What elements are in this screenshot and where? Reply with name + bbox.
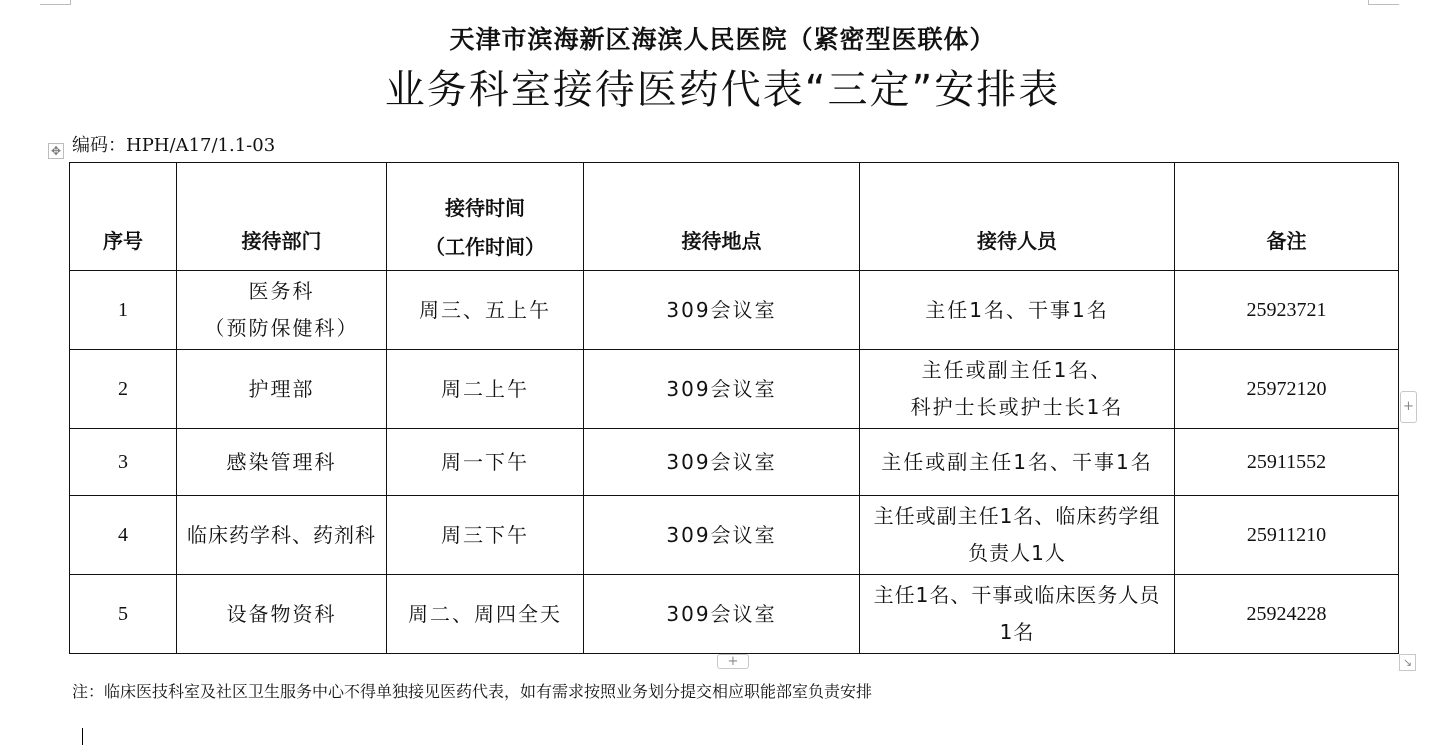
row-place: 309会议室 [584,575,860,654]
header-dept: 接待部门 [177,163,387,271]
document-title: 业务科室接待医药代表“三定”安排表 [384,67,1061,113]
page-corner-mark-left [40,0,71,5]
row-remark: 25911210 [1175,496,1399,575]
row-place: 309会议室 [584,271,860,350]
document-code: 编码：HPH/A17/1.1-03 [72,135,276,156]
row-remark: 25911552 [1175,429,1399,496]
header-time-line2: （工作时间） [425,235,545,259]
row-place: 309会议室 [584,496,860,575]
text-cursor [82,728,83,745]
footer-note: 注：临床医技科室及社区卫生服务中心不得单独接见医药代表，如有需求按照业务划分提交相应职能部室负责安排 [72,682,873,701]
plus-icon: + [1403,399,1414,414]
row-staff-line2: 负责人1人 [968,541,1066,565]
header-staff: 接待人员 [860,163,1175,271]
resize-icon: ↘ [1402,656,1413,669]
row-staff [860,350,1175,429]
row-time: 周一下午 [387,429,584,496]
plus-icon: + [727,654,739,669]
row-seq: 4 [70,496,177,575]
row-dept: 感染管理科 [177,429,387,496]
row-time: 周二、周四全天 [387,575,584,654]
header-time-line1: 接待时间 [445,196,525,220]
table-header-row [70,163,1399,271]
table-row [70,429,1399,496]
row-remark: 25972120 [1175,350,1399,429]
row-place: 309会议室 [584,350,860,429]
table-row [70,271,1399,350]
row-remark: 25923721 [1175,271,1399,350]
row-seq: 3 [70,429,177,496]
row-remark: 25924228 [1175,575,1399,654]
header-remark: 备注 [1175,163,1399,271]
page-corner-mark-right [1368,0,1399,5]
row-dept: 设备物资科 [177,575,387,654]
row-staff-line1: 主任1名、干事1名 [925,297,1109,322]
table-row [70,575,1399,654]
reception-schedule-table [69,162,1399,654]
row-dept [177,271,387,350]
row-staff: 主任或副主任1名、干事1名 [860,429,1175,496]
table-move-handle-icon[interactable]: ✥ [48,143,64,159]
row-staff-line2: 科护士长或护士长1名 [910,395,1124,419]
row-staff-line1: 主任或副主任1名、 [921,358,1113,382]
header-place: 接待地点 [584,163,860,271]
row-place: 309会议室 [584,429,860,496]
row-time: 周三、五上午 [387,271,584,350]
row-staff-line1: 主任1名、干事或临床医务人员 [873,583,1161,607]
hospital-title: 天津市滨海新区海滨人民医院（紧密型医联体） [449,25,996,54]
row-staff-line1: 主任或副主任1名、临床药学组 [873,504,1161,528]
header-time [387,163,584,271]
header-seq: 序号 [70,163,177,271]
row-time: 周二上午 [387,350,584,429]
row-staff-line2: 1名 [999,620,1035,644]
row-seq: 2 [70,350,177,429]
row-staff [860,271,1175,350]
row-seq: 1 [70,271,177,350]
add-row-button[interactable] [717,654,749,669]
add-column-button[interactable] [1400,391,1417,423]
row-dept-line2: （预防保健科） [204,316,359,340]
table-row [70,496,1399,575]
table-row [70,350,1399,429]
row-time: 周三下午 [387,496,584,575]
row-dept: 临床药学科、药剂科 [177,496,387,575]
row-staff [860,496,1175,575]
row-dept-line1: 医务科 [248,279,315,303]
row-seq: 5 [70,575,177,654]
row-dept: 护理部 [177,350,387,429]
table-resize-handle[interactable] [1399,654,1416,671]
row-staff [860,575,1175,654]
